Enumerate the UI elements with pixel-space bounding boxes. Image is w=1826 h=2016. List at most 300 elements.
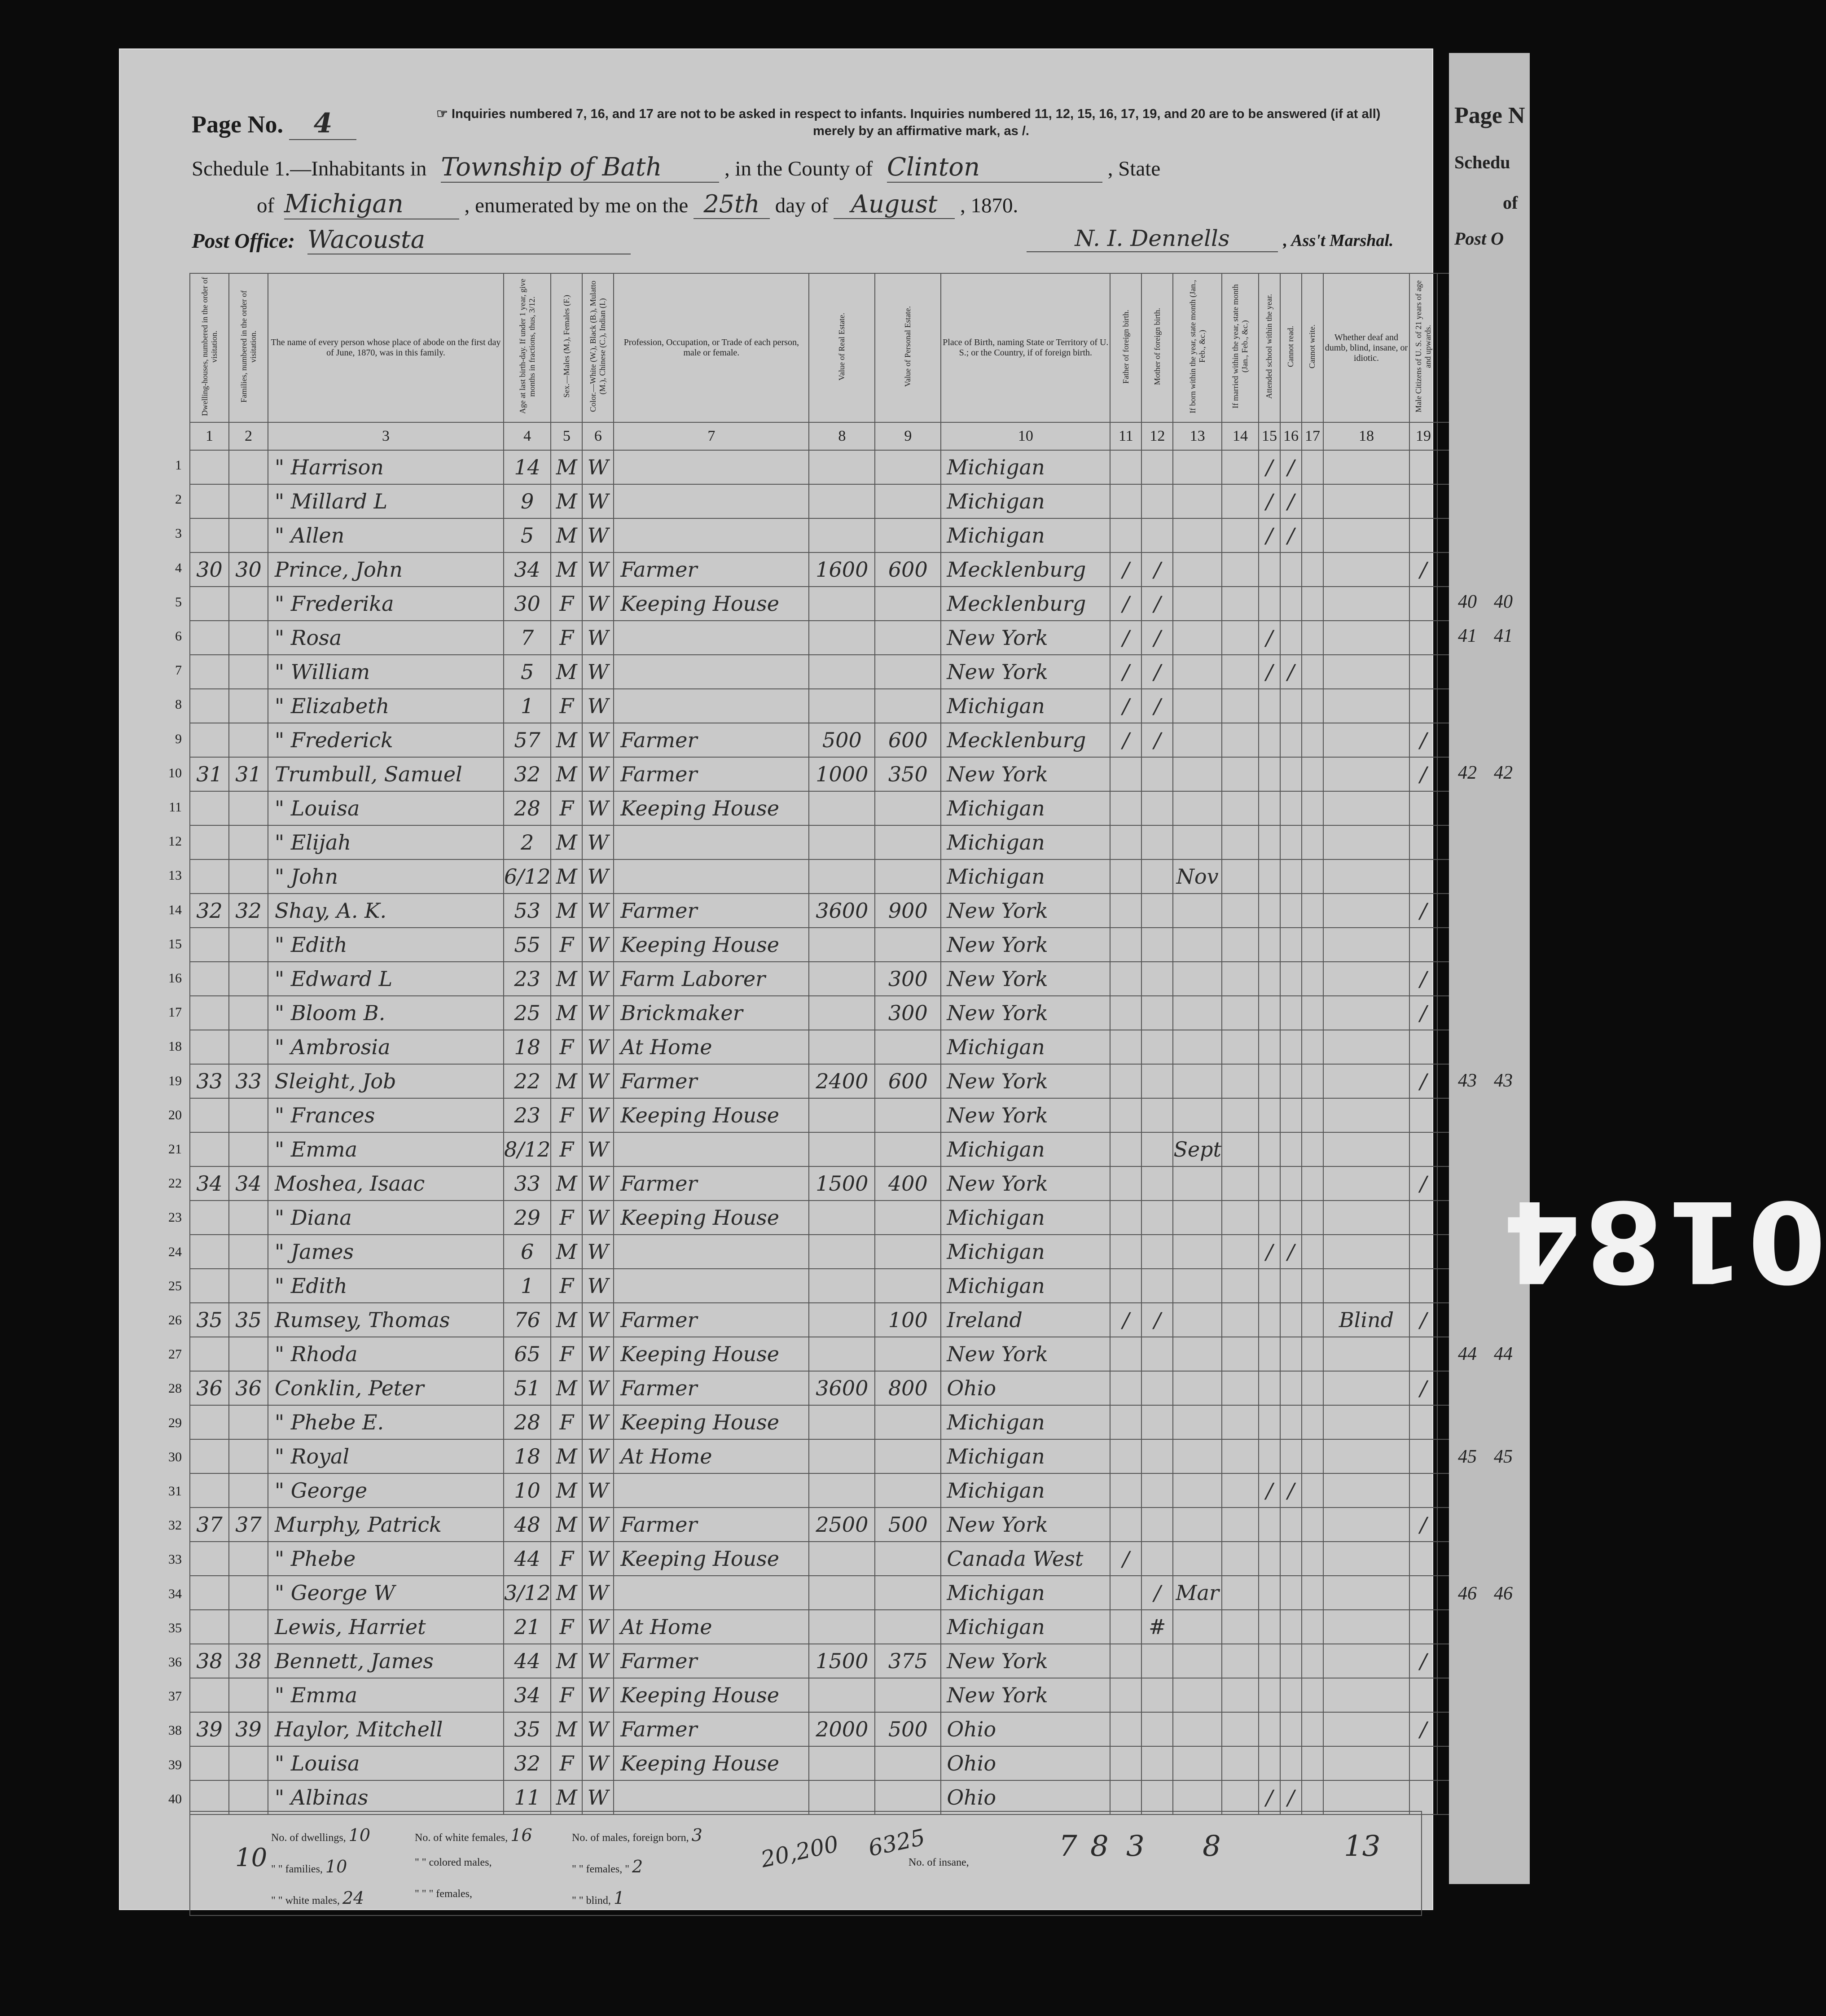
day-label: day of — [775, 194, 829, 217]
table-cell — [1280, 757, 1302, 791]
table-cell — [875, 1132, 941, 1166]
table-cell: " Allen — [268, 518, 504, 552]
table-cell: Mecklenburg — [941, 587, 1110, 621]
table-cell: " George — [268, 1473, 504, 1508]
table-cell — [229, 450, 268, 484]
table-cell: " Edward L — [268, 962, 504, 996]
table-cell: W — [582, 859, 614, 894]
county-value: Clinton — [887, 153, 1102, 183]
table-cell — [1323, 1712, 1409, 1746]
column-header-5 — [551, 273, 582, 422]
table-row — [190, 859, 1495, 894]
dwellings-label: No. of dwellings, — [271, 1832, 346, 1844]
table-cell: Keeping House — [614, 1678, 809, 1712]
table-cell: Prince, John — [268, 552, 504, 587]
table-cell — [1222, 1542, 1259, 1576]
table-cell — [1302, 1303, 1323, 1337]
table-cell — [1323, 1064, 1409, 1098]
table-cell — [1173, 791, 1222, 825]
table-cell: Farmer — [614, 1712, 809, 1746]
table-cell — [190, 1098, 229, 1132]
summary-males-foreign — [572, 1825, 702, 1845]
table-cell — [1280, 1678, 1302, 1712]
table-cell: W — [582, 962, 614, 996]
table-cell — [229, 1235, 268, 1269]
column-header-text: The name of every person whose place of abode on the first day of June, 1870, was in this family. — [271, 337, 501, 358]
table-cell: " Edith — [268, 928, 504, 962]
table-cell — [1323, 1201, 1409, 1235]
table-cell — [229, 655, 268, 689]
table-cell — [190, 859, 229, 894]
table-row — [190, 1098, 1495, 1132]
table-cell — [1222, 1371, 1259, 1405]
table-cell — [229, 1201, 268, 1235]
table-cell — [1141, 1542, 1173, 1576]
col15-total: 8 — [1203, 1830, 1221, 1863]
table-cell — [1302, 1678, 1323, 1712]
table-cell — [1409, 1337, 1437, 1371]
table-cell — [1302, 1132, 1323, 1166]
table-cell: New York — [941, 996, 1110, 1030]
table-cell: Sept — [1173, 1132, 1222, 1166]
table-cell: 32 — [504, 757, 551, 791]
table-cell: 65 — [504, 1337, 551, 1371]
table-cell — [1222, 552, 1259, 587]
table-cell — [190, 1201, 229, 1235]
table-cell — [1173, 1235, 1222, 1269]
table-cell — [875, 1542, 941, 1576]
table-row — [190, 1030, 1495, 1064]
table-cell — [1302, 1337, 1323, 1371]
table-cell — [1280, 1030, 1302, 1064]
table-cell: M — [551, 757, 582, 791]
table-cell — [1302, 962, 1323, 996]
table-row — [190, 1405, 1495, 1439]
next-of-label: of — [1503, 193, 1518, 213]
table-cell: " Emma — [268, 1678, 504, 1712]
table-cell — [1110, 859, 1141, 894]
table-cell — [1280, 1542, 1302, 1576]
table-cell — [190, 1337, 229, 1371]
table-cell: M — [551, 450, 582, 484]
table-cell — [809, 1576, 875, 1610]
table-cell — [614, 518, 809, 552]
table-row — [190, 757, 1495, 791]
table-cell — [875, 1439, 941, 1473]
table-cell: Ohio — [941, 1712, 1110, 1746]
table-cell: 375 — [875, 1644, 941, 1678]
line-number: 4 — [175, 560, 182, 575]
table-cell: Farmer — [614, 894, 809, 928]
table-cell — [1141, 791, 1173, 825]
table-cell — [1141, 859, 1173, 894]
table-cell: 3600 — [809, 1371, 875, 1405]
table-cell — [190, 1746, 229, 1780]
males-foreign-label: No. of males, foreign born, — [572, 1832, 689, 1844]
table-cell: W — [582, 689, 614, 723]
table-cell: W — [582, 518, 614, 552]
table-cell — [1110, 1439, 1141, 1473]
table-cell — [190, 1542, 229, 1576]
table-cell — [1302, 484, 1323, 518]
summary-blind — [572, 1888, 624, 1908]
table-cell — [1280, 1644, 1302, 1678]
table-cell — [1222, 928, 1259, 962]
table-cell — [190, 1678, 229, 1712]
table-cell — [1259, 1644, 1280, 1678]
table-cell — [875, 621, 941, 655]
table-cell — [229, 1439, 268, 1473]
table-cell — [1323, 962, 1409, 996]
table-cell — [1280, 859, 1302, 894]
table-cell — [1173, 894, 1222, 928]
column-header-text: Male Citizens of U. S. of 21 years of age and upwards. — [1413, 280, 1432, 413]
table-cell: " Elijah — [268, 825, 504, 859]
table-cell: / — [1280, 1780, 1302, 1814]
table-cell — [1280, 1098, 1302, 1132]
table-cell: 32 — [190, 894, 229, 928]
table-row — [190, 825, 1495, 859]
table-cell — [190, 1576, 229, 1610]
table-cell — [1302, 1508, 1323, 1542]
table-cell — [1222, 655, 1259, 689]
table-cell: 33 — [504, 1166, 551, 1201]
column-header-3 — [268, 273, 504, 422]
line-number: 9 — [175, 731, 182, 746]
table-cell — [809, 1780, 875, 1814]
line-number: 7 — [175, 663, 182, 678]
marshal-label: , Ass't Marshal. — [1283, 231, 1394, 250]
table-cell — [1173, 723, 1222, 757]
table-cell — [1141, 450, 1173, 484]
table-cell — [229, 1678, 268, 1712]
line-number: 10 — [168, 765, 182, 780]
table-cell: New York — [941, 757, 1110, 791]
table-cell — [1173, 621, 1222, 655]
table-cell: Conklin, Peter — [268, 1371, 504, 1405]
table-cell: / — [1259, 621, 1280, 655]
table-cell — [1110, 1064, 1141, 1098]
table-cell — [1302, 859, 1323, 894]
next-dwelling-number: 43 — [1458, 1070, 1477, 1091]
summary-families — [271, 1857, 347, 1876]
table-row — [190, 1610, 1495, 1644]
table-cell: / — [1409, 962, 1437, 996]
white-females-value: 16 — [510, 1825, 532, 1845]
table-cell: / — [1409, 757, 1437, 791]
table-row — [190, 791, 1495, 825]
table-cell: F — [551, 689, 582, 723]
table-cell — [1110, 1644, 1141, 1678]
table-cell: 37 — [229, 1508, 268, 1542]
table-cell — [1259, 1678, 1280, 1712]
table-cell — [1259, 1337, 1280, 1371]
table-row — [190, 450, 1495, 484]
line-number: 33 — [168, 1552, 182, 1567]
table-cell — [1110, 996, 1141, 1030]
table-row — [190, 894, 1495, 928]
table-cell: 23 — [504, 1098, 551, 1132]
table-cell — [875, 1473, 941, 1508]
state-value: Michigan — [284, 189, 459, 219]
table-cell — [1222, 894, 1259, 928]
table-cell — [1222, 1337, 1259, 1371]
line-number: 36 — [168, 1655, 182, 1670]
table-cell: At Home — [614, 1610, 809, 1644]
table-cell: 300 — [875, 962, 941, 996]
table-cell: F — [551, 587, 582, 621]
line-number: 22 — [168, 1176, 182, 1191]
table-cell — [614, 689, 809, 723]
table-cell — [1222, 1644, 1259, 1678]
table-cell: F — [551, 1610, 582, 1644]
table-cell: Canada West — [941, 1542, 1110, 1576]
next-family-number: 45 — [1494, 1446, 1513, 1467]
table-cell — [229, 1337, 268, 1371]
column-header-9 — [875, 273, 941, 422]
table-cell — [1409, 587, 1437, 621]
table-cell: 28 — [504, 791, 551, 825]
table-cell — [190, 1439, 229, 1473]
line-number: 39 — [168, 1757, 182, 1772]
table-cell — [1259, 1269, 1280, 1303]
table-cell — [1110, 825, 1141, 859]
table-cell: 44 — [504, 1644, 551, 1678]
table-cell — [1280, 1201, 1302, 1235]
column-number: 19 — [1409, 422, 1437, 450]
table-cell — [1302, 1542, 1323, 1576]
table-cell: Trumbull, Samuel — [268, 757, 504, 791]
line-number: 6 — [175, 629, 182, 644]
table-cell — [1222, 1508, 1259, 1542]
table-cell — [1141, 1712, 1173, 1746]
table-cell: / — [1409, 1371, 1437, 1405]
line-number: 37 — [168, 1689, 182, 1704]
table-cell: / — [1259, 518, 1280, 552]
table-cell: W — [582, 1235, 614, 1269]
table-cell: 31 — [229, 757, 268, 791]
table-cell — [190, 621, 229, 655]
table-cell — [1141, 1337, 1173, 1371]
table-cell: Lewis, Harriet — [268, 1610, 504, 1644]
table-cell — [1173, 1405, 1222, 1439]
table-cell: Ireland — [941, 1303, 1110, 1337]
table-cell — [809, 1303, 875, 1337]
table-cell: / — [1141, 552, 1173, 587]
table-cell — [1409, 1746, 1437, 1780]
table-cell — [190, 723, 229, 757]
table-cell: 1500 — [809, 1644, 875, 1678]
column-header-7 — [614, 273, 809, 422]
table-cell — [1280, 1132, 1302, 1166]
table-cell: 35 — [504, 1712, 551, 1746]
table-cell: # — [1141, 1610, 1173, 1644]
table-cell — [1222, 1610, 1259, 1644]
table-cell — [1173, 1712, 1222, 1746]
column-header-text: Value of Real Estate. — [837, 312, 847, 381]
table-cell: 48 — [504, 1508, 551, 1542]
table-cell — [1173, 1098, 1222, 1132]
table-cell: / — [1259, 655, 1280, 689]
table-cell — [1323, 1610, 1409, 1644]
table-cell — [1110, 928, 1141, 962]
table-cell: Michigan — [941, 1235, 1110, 1269]
line-number: 30 — [168, 1449, 182, 1464]
table-cell — [809, 1473, 875, 1508]
table-row — [190, 621, 1495, 655]
table-row — [190, 1780, 1495, 1814]
table-row — [190, 1166, 1495, 1201]
table-cell — [809, 1337, 875, 1371]
table-cell — [229, 1542, 268, 1576]
table-cell: Michigan — [941, 1473, 1110, 1508]
table-cell: 400 — [875, 1166, 941, 1201]
table-cell — [809, 1439, 875, 1473]
table-cell — [1110, 1610, 1141, 1644]
table-cell: W — [582, 1030, 614, 1064]
table-cell — [1173, 825, 1222, 859]
table-cell: 3/12 — [504, 1576, 551, 1610]
table-cell: 9 — [504, 484, 551, 518]
col11-total: 7 — [1059, 1830, 1077, 1863]
line-number: 19 — [168, 1073, 182, 1088]
table-cell: M — [551, 1508, 582, 1542]
table-cell — [1110, 1235, 1141, 1269]
table-cell — [1141, 518, 1173, 552]
table-cell: / — [1280, 450, 1302, 484]
table-cell — [1409, 928, 1437, 962]
table-cell — [1280, 1746, 1302, 1780]
table-cell — [1409, 825, 1437, 859]
table-cell: / — [1110, 1303, 1141, 1337]
table-cell — [1173, 655, 1222, 689]
table-cell: F — [551, 1337, 582, 1371]
table-cell: " Bloom B. — [268, 996, 504, 1030]
line-number: 31 — [168, 1484, 182, 1499]
table-cell — [1280, 1269, 1302, 1303]
table-cell — [809, 484, 875, 518]
column-header-text: Place of Birth, naming State or Territory of U. S.; or the Country, if of foreign birth. — [943, 337, 1109, 358]
table-cell — [1302, 655, 1323, 689]
table-cell — [875, 1678, 941, 1712]
table-cell — [809, 1610, 875, 1644]
table-cell: " Emma — [268, 1132, 504, 1166]
table-cell — [1141, 484, 1173, 518]
table-cell: " Phebe — [268, 1542, 504, 1576]
table-cell — [1409, 1473, 1437, 1508]
table-cell: " Ambrosia — [268, 1030, 504, 1064]
real-estate-total: 20,200 — [758, 1831, 841, 1873]
table-cell: Ohio — [941, 1746, 1110, 1780]
table-cell: Michigan — [941, 1269, 1110, 1303]
table-cell: 39 — [229, 1712, 268, 1746]
table-cell — [1302, 1201, 1323, 1235]
line-number: 21 — [168, 1142, 182, 1157]
table-cell — [1302, 1473, 1323, 1508]
table-cell: 44 — [504, 1542, 551, 1576]
table-cell: / — [1110, 655, 1141, 689]
table-cell — [1173, 1678, 1222, 1712]
table-cell — [875, 1030, 941, 1064]
table-cell — [1173, 757, 1222, 791]
column-header-text: If married within the year, state month (Jan., Feb., &c.) — [1230, 284, 1249, 409]
column-number: 8 — [809, 422, 875, 450]
table-row — [190, 1235, 1495, 1269]
table-cell — [1110, 1269, 1141, 1303]
line-number: 3 — [175, 526, 182, 541]
column-number: 1 — [190, 422, 229, 450]
table-cell: 38 — [190, 1644, 229, 1678]
table-cell — [1409, 450, 1437, 484]
table-cell — [229, 1473, 268, 1508]
table-cell — [875, 450, 941, 484]
column-header-row — [190, 273, 1495, 422]
table-cell: W — [582, 791, 614, 825]
col2-total: 10 — [235, 1843, 268, 1872]
table-cell — [1280, 1439, 1302, 1473]
table-cell: 600 — [875, 1064, 941, 1098]
table-cell: Blind — [1323, 1303, 1409, 1337]
table-cell — [1323, 928, 1409, 962]
table-cell: " James — [268, 1235, 504, 1269]
table-cell: Sleight, Job — [268, 1064, 504, 1098]
table-cell: W — [582, 1337, 614, 1371]
table-cell — [875, 1610, 941, 1644]
table-cell: Ohio — [941, 1371, 1110, 1405]
table-cell — [1173, 1610, 1222, 1644]
table-cell — [1280, 1337, 1302, 1371]
table-cell — [1409, 1098, 1437, 1132]
table-cell: W — [582, 894, 614, 928]
table-cell — [1173, 1473, 1222, 1508]
post-office-value: Wacousta — [307, 225, 631, 254]
table-cell — [1409, 859, 1437, 894]
table-cell — [1259, 1508, 1280, 1542]
table-cell — [1409, 1235, 1437, 1269]
families-value: 10 — [325, 1857, 347, 1876]
table-cell: / — [1141, 1303, 1173, 1337]
table-cell: / — [1280, 1473, 1302, 1508]
table-cell — [229, 1746, 268, 1780]
table-cell — [1280, 552, 1302, 587]
table-cell: " Frances — [268, 1098, 504, 1132]
table-cell — [1110, 1473, 1141, 1508]
table-cell: New York — [941, 621, 1110, 655]
table-cell: 55 — [504, 928, 551, 962]
table-cell — [1259, 825, 1280, 859]
table-cell — [229, 1780, 268, 1814]
table-cell — [1259, 1201, 1280, 1235]
table-cell — [1323, 757, 1409, 791]
table-row — [190, 1303, 1495, 1337]
table-cell: F — [551, 1132, 582, 1166]
table-cell — [1409, 1132, 1437, 1166]
table-cell — [614, 450, 809, 484]
marshal-line — [1027, 225, 1393, 252]
notice-line-2: merely by an affirmative mark, as /. — [813, 124, 1029, 138]
table-cell — [1222, 791, 1259, 825]
table-cell: Michigan — [941, 1439, 1110, 1473]
table-cell: 3600 — [809, 894, 875, 928]
table-cell: Brickmaker — [614, 996, 809, 1030]
line-number: 38 — [168, 1723, 182, 1738]
table-cell — [1259, 1610, 1280, 1644]
blind-label: " " blind, — [572, 1895, 611, 1906]
table-cell — [190, 791, 229, 825]
table-cell — [1280, 996, 1302, 1030]
table-cell — [1302, 621, 1323, 655]
table-cell — [1110, 1201, 1141, 1235]
